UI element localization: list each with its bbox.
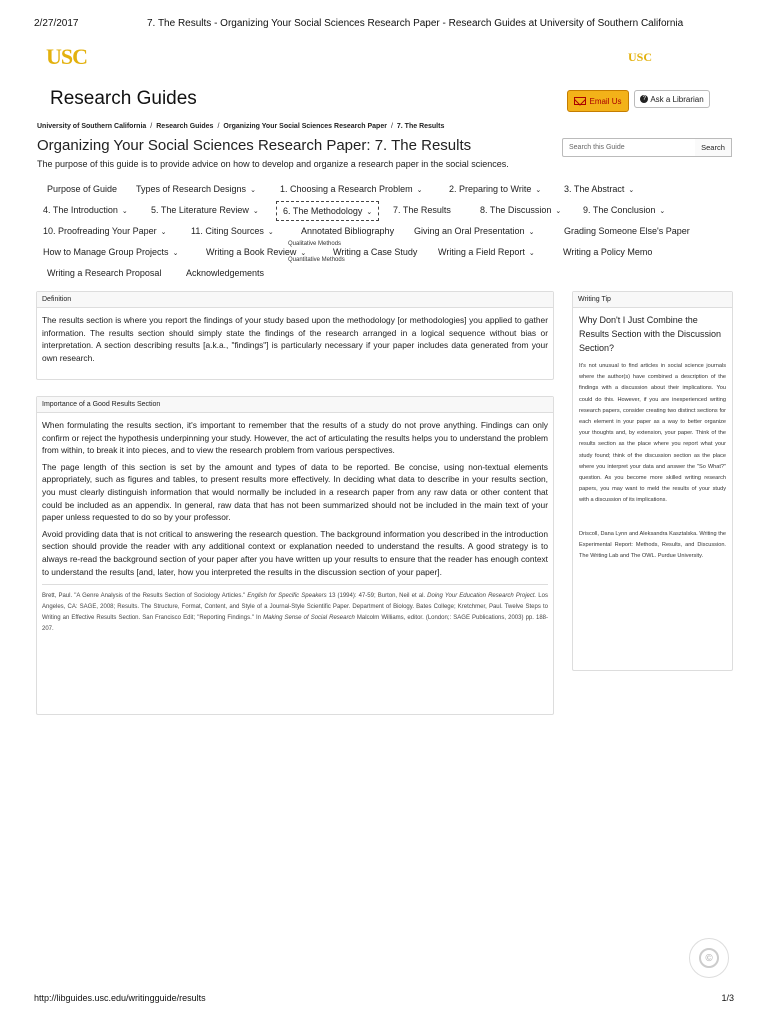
print-date: 2/27/2017 — [34, 18, 79, 29]
tab-label: Writing a Policy Memo — [563, 247, 653, 257]
submenu-qualitative-methods[interactable]: Qualitative Methods — [288, 241, 342, 247]
guide-title: Organizing Your Social Sciences Research Paper: 7. The Results — [37, 137, 472, 154]
chevron-down-icon: ⌄ — [366, 209, 373, 216]
usc-logo-small[interactable]: USC — [628, 50, 653, 64]
tab-label: 3. The Abstract — [564, 184, 625, 194]
tab-label: Types of Research Designs — [136, 184, 247, 194]
importance-box — [36, 396, 554, 715]
tab-label: 2. Preparing to Write — [449, 184, 532, 194]
chevron-down-icon: ⌄ — [528, 229, 535, 236]
tab-conclusion[interactable] — [577, 201, 671, 219]
ask-librarian-button[interactable] — [634, 90, 710, 108]
tab-label: Annotated Bibliography — [301, 226, 395, 236]
chevron-down-icon: ⌄ — [250, 187, 256, 194]
citation-text: Brett, Paul. "A Genre Analysis of the Results Section of Sociology Articles." English for Specific Speakers 13 (1994): 47-59; Burton, Neil et al. Doing Your Education Research Project. Los Angeles, CA: SAGE, 2008; Results. The Structure, Format, Content, and Style of a Journal-Style Scientific Paper. Department of Biology. Bates College; Kretchmer, Paul. Twelve Steps to Writing an Effective Results Section. San Francisco Edit; "Reporting Findings." In Making Sense of Social Research Malcolm Williams, editor. (London;: SAGE Publications, 2003) pp. 188-207. — [42, 584, 548, 635]
ask-librarian-label: Ask a Librarian — [650, 94, 704, 104]
tab-citing-sources[interactable] — [185, 222, 280, 240]
writing-tip-box — [572, 291, 733, 671]
tab-label: 10. Proofreading Your Paper — [43, 226, 157, 236]
tab-label: Acknowledgements — [186, 268, 265, 278]
tab-label: Writing a Research Proposal — [47, 268, 162, 278]
print-title: 7. The Results - Organizing Your Social Sciences Research Paper - Research Guides at University of Southern California — [147, 18, 684, 29]
tab-label: Writing a Book Review — [206, 247, 297, 257]
tab-choosing-research-problem[interactable] — [274, 180, 428, 198]
tab-label: 8. The Discussion — [480, 205, 552, 215]
tab-results[interactable] — [387, 201, 457, 219]
tab-label: 6. The Methodology — [283, 206, 363, 216]
chevron-down-icon: ⌄ — [528, 250, 535, 257]
tab-label: Grading Someone Else's Paper — [564, 226, 690, 236]
writing-tip-text: It's not unusual to find articles in social science journals where the author(s) have combined a description of the findings with a discussion about their implications. You could do this. However, if you are inexperienced writing research papers, consider creating two distinct sections for each element in your paper as a way to better organize your thoughts and, by extension, your paper. Think of the results section as the place where you report what your study found; think of the discussion section as the place where you interpret your data and answer the "So What?" question. As you become more skilled writing research papers, you may want to meld the results of your study with a discussion of its implications. — [579, 363, 726, 504]
tab-label: Writing a Field Report — [438, 247, 525, 257]
writing-tip-reference: Driscoll, Dana Lynn and Aleksandra Kasztalska. Writing the Experimental Report: Methods, Results, and Discussion. The Writing Lab and The OWL. Purdue University. — [579, 530, 726, 560]
tab-research-proposal[interactable] — [41, 264, 167, 282]
question-icon: ? — [640, 95, 648, 103]
tab-oral-presentation[interactable] — [408, 222, 540, 240]
writing-tip-title: Why Don't I Just Combine the Results Section with the Discussion Section? — [579, 315, 722, 353]
print-header — [34, 18, 734, 32]
tab-label: Purpose of Guide — [47, 184, 118, 194]
search-input[interactable]: Search this Guide — [562, 138, 696, 157]
tab-label: 4. The Introduction — [43, 205, 118, 215]
chevron-down-icon: ⌄ — [659, 208, 666, 215]
writing-tip-heading: Writing Tip — [573, 292, 732, 308]
copyright-icon: © — [689, 938, 729, 978]
chevron-down-icon: ⌄ — [628, 187, 635, 194]
tab-label: Giving an Oral Presentation — [414, 226, 525, 236]
tab-types-of-research-designs[interactable] — [130, 180, 262, 198]
site-title[interactable]: Research Guides — [50, 88, 197, 109]
tab-grading-paper[interactable] — [558, 222, 696, 240]
tab-discussion[interactable] — [474, 201, 567, 219]
tab-proofreading[interactable] — [37, 222, 172, 240]
tab-label: Writing a Case Study — [333, 247, 418, 257]
tab-policy-memo[interactable] — [557, 243, 658, 261]
tab-literature-review[interactable] — [145, 201, 265, 219]
importance-paragraph: The page length of this section is set by the amount and types of data to be reported. Be concise, using non-textual elements appropriately, such as figures and tables, to present results more effectively. In deciding what data to describe in your results section, you must clearly distinguish information that would normally be included in a research paper from any raw data or other content that could be included as an appendix. In general, raw data that has not been summarized should not be included in the main text of your paper unless requested to do so by your professor. — [42, 461, 548, 523]
tab-field-report[interactable] — [432, 243, 541, 261]
breadcrumb-item[interactable]: University of Southern California — [37, 123, 147, 130]
search-button[interactable]: Search — [695, 138, 732, 157]
chevron-down-icon: ⌄ — [300, 250, 307, 257]
tab-label: 11. Citing Sources — [191, 226, 264, 236]
importance-heading: Importance of a Good Results Section — [37, 397, 553, 413]
envelope-icon — [574, 97, 586, 105]
email-us-button[interactable] — [567, 90, 629, 112]
tab-the-abstract[interactable] — [558, 180, 640, 198]
chevron-down-icon: ⌄ — [555, 208, 562, 215]
chevron-down-icon: ⌄ — [535, 187, 542, 194]
tab-purpose-of-guide[interactable] — [41, 180, 123, 198]
print-page-number: 1/3 — [721, 993, 734, 1003]
email-us-label: Email Us — [589, 96, 622, 106]
chevron-down-icon: ⌄ — [252, 208, 259, 215]
tab-label: 1. Choosing a Research Problem — [280, 184, 413, 194]
definition-box — [36, 291, 554, 380]
chevron-down-icon: ⌄ — [416, 187, 423, 194]
breadcrumb: University of Southern California / Research Guides / Organizing Your Social Sciences Research Paper / 7. The Results — [37, 123, 445, 130]
chevron-down-icon: ⌄ — [160, 229, 167, 236]
tab-annotated-bibliography[interactable] — [295, 222, 400, 240]
definition-text: The results section is where you report the findings of your study based upon the methodology [or methodologies] you applied to gather information. The results section should simply state the findings of the research arranged in a logical sequence without bias or interpretation. A section describing results [a.k.a., "findings"] is particularly necessary if your paper includes data generated from your own research. — [42, 315, 548, 363]
tab-label: How to Manage Group Projects — [43, 247, 169, 257]
tab-introduction[interactable] — [37, 201, 134, 219]
chevron-down-icon: ⌄ — [267, 229, 274, 236]
tab-group-projects[interactable] — [37, 243, 184, 261]
tab-preparing-to-write[interactable] — [443, 180, 547, 198]
tab-label: 7. The Results — [393, 205, 451, 215]
tab-acknowledgements[interactable] — [180, 264, 270, 282]
guide-description: The purpose of this guide is to provide advice on how to develop and organize a research paper in the social sciences. — [37, 159, 509, 169]
breadcrumb-current: 7. The Results — [396, 123, 445, 130]
tab-label: 5. The Literature Review — [151, 205, 249, 215]
importance-paragraph: Avoid providing data that is not critical to answering the research question. The background information you described in the introduction section should provide the reader with any additional context or explanation needed to understand the results. A good strategy is to always re-read the background section of your paper after you have written up your results to ensure that the reader has enough context to understand the results [and, later, how you interpreted the results in the discussion section of your paper]. — [42, 528, 548, 577]
usc-logo[interactable]: USC — [46, 44, 88, 69]
chevron-down-icon: ⌄ — [172, 250, 179, 257]
importance-paragraph: When formulating the results section, it's important to remember that the results of a study do not prove anything. Findings can only confirm or reject the hypothesis underpinning your study. However, the act of articulating the results helps you to understand the problem from within, to break it into pieces, and to view the research problem from various perspectives. — [42, 420, 548, 456]
print-url: http://libguides.usc.edu/writingguide/results — [34, 993, 206, 1003]
submenu-quantitative-methods[interactable]: Quantitative Methods — [288, 257, 345, 263]
tab-label: 9. The Conclusion — [583, 205, 656, 215]
breadcrumb-item[interactable]: Research Guides — [156, 123, 214, 130]
breadcrumb-item[interactable]: Organizing Your Social Sciences Research Paper — [223, 123, 387, 130]
definition-heading: Definition — [37, 292, 553, 308]
tab-methodology[interactable] — [276, 201, 379, 221]
chevron-down-icon: ⌄ — [121, 208, 128, 215]
